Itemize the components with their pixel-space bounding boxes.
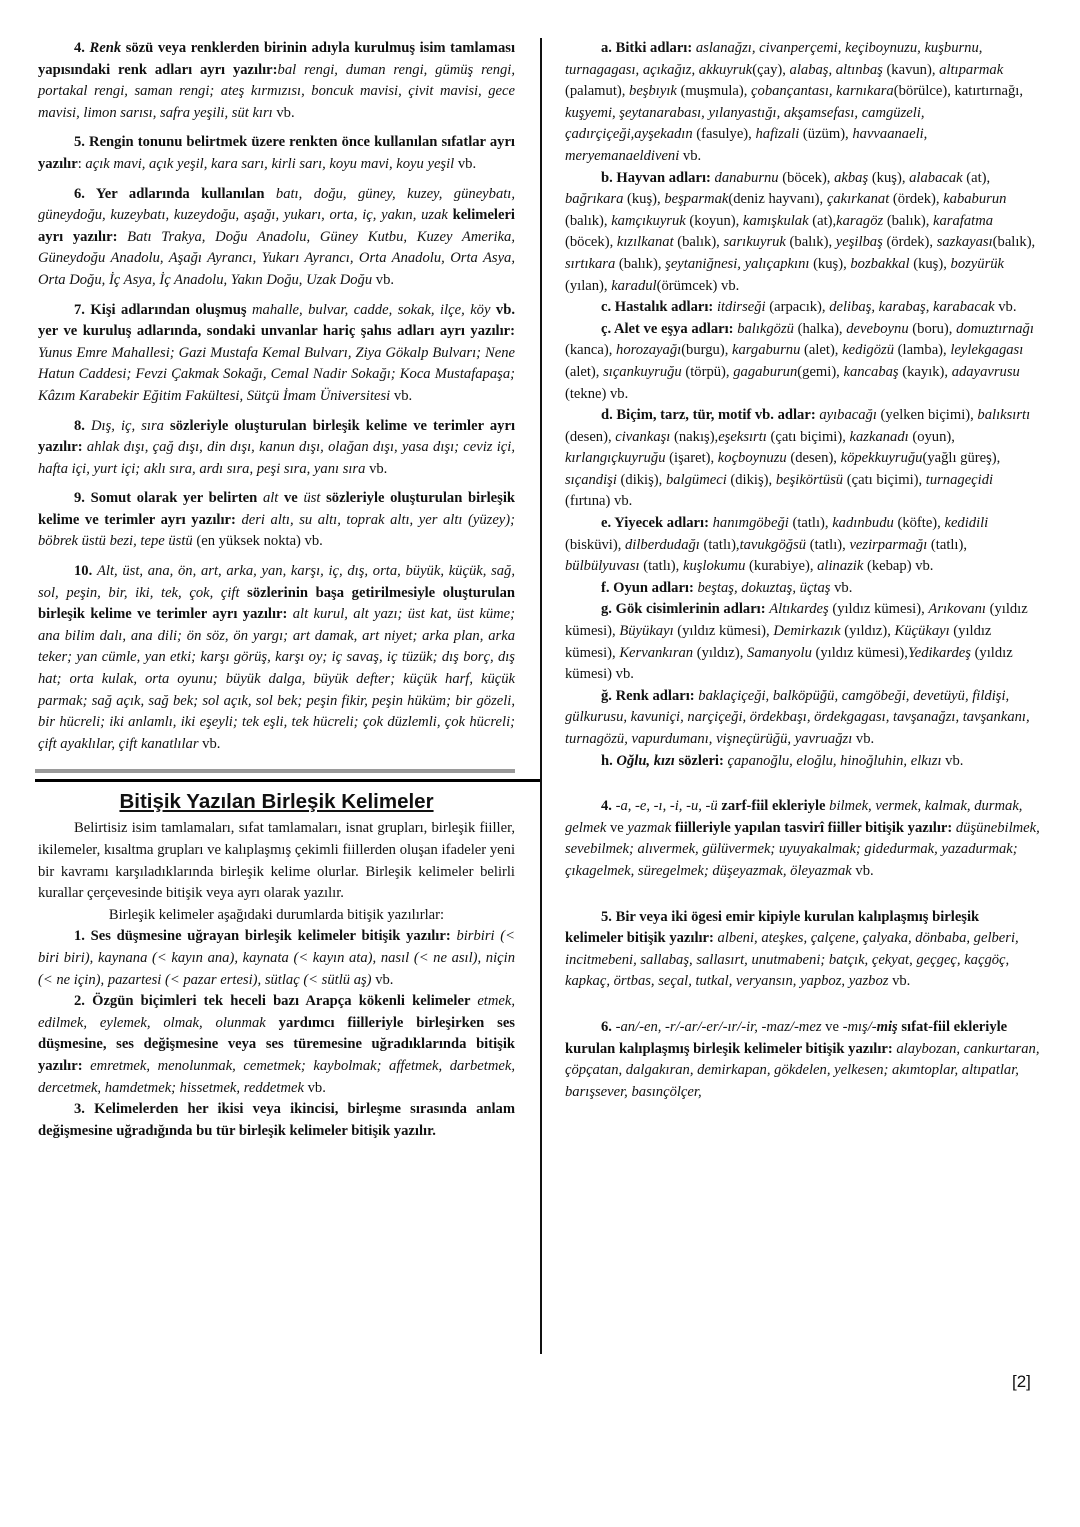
text-run: (tatlı), [639,558,683,575]
spacer [565,772,1040,796]
text-run: kamçıkuyruk [611,212,686,229]
text-run: kancabaş [843,363,899,380]
text-run: (yelken biçimi), [876,407,978,424]
text-run: (yıldız), [693,644,748,661]
text-run: (kuş), [909,255,951,272]
text-run: (bisküvi), [565,536,625,553]
text-run: bozyürük [950,255,1005,272]
text-run: akbaş [834,169,869,186]
text-run: vb. yer ve kuruluş adlarında, sondaki unvanlar hariç şahıs adları ayrı yazılır: [38,301,515,340]
text-run: Samanyolu [747,644,812,661]
list-item [565,599,1040,685]
text-run: (çay), [752,61,790,78]
text-run: vb. [454,155,477,172]
text-run: (kayık), [898,363,952,380]
text-run: 10. [74,563,97,580]
text-run: vb. [390,387,413,404]
text-run: (yıldız), [840,623,895,640]
text-run: vb. [994,299,1017,316]
text-run: deveboynu [846,320,909,337]
text-run: (balık), [673,234,724,251]
paragraph [38,38,515,124]
text-run: -a, -e, -ı, -i, -u, -ü [615,798,718,815]
text-run: (en yüksek nokta) vb. [192,533,323,550]
text-run: danaburnu [714,169,779,186]
paragraph [38,488,515,553]
text-run: tavukgöğsü [739,536,807,553]
rule-paragraph [38,991,515,1099]
text-run: (deniz hayvanı), [728,191,827,208]
text-run: (balık), [615,255,666,272]
text-run: koçboynuzu [717,450,787,467]
text-run: (yıldız kümesi), [673,623,774,640]
text-run: düşünebilmek, sevebilmek; alıvermek, gülüvermek; uyuyakalmak; gidedurmak, yazadurmak; çıkagelmek, süregelmek; düşeyazmak, öleyazmak [565,819,1040,879]
text-run: (yılan), [565,277,612,294]
text-run: deri altı, su altı, toprak altı, yer altı (yüzey); böbrek üstü bezi, tepe üstü [38,511,515,550]
text-run: (börülce), katırtırnağı, [893,83,1023,100]
text-run: 5. Rengin tonunu belirtmek üzere renkten önce kullanılan sıfatlar ayrı yazılır [38,134,515,172]
text-run: hanımgöbeği [712,515,789,532]
text-run: (kuş), [623,191,665,208]
text-run: (dikiş), [616,471,666,488]
text-run: sözlerinin başa getirilmesiyle oluşturulan birleşik kelime ve terimler ayrı yazılır: [38,584,515,623]
text-run: kuşlokumu [682,558,746,575]
text-run: kelimeleri ayrı yazılır: [38,207,515,245]
text-run: 8. [74,417,92,434]
text-run: sıfat-fiil ekleriyle kurulan kalıplaşmış birleşik kelimeler bitişik yazılır: [565,1018,1008,1057]
text-run: (tatlı), [806,536,850,553]
text-run: delibaş, karabaş, karabacak [829,299,995,316]
text-run: (balık), [565,212,612,229]
divider-gray [35,769,515,773]
text-run: ve [821,1018,843,1035]
list-item [565,578,1040,600]
text-run: karagöz [836,212,884,229]
rule-paragraph [38,1099,515,1142]
text-run: 3. Kelimelerden her ikisi veya ikincisi, birleşme sırasında anlam değişmesine uğradığında bu tür birleşik kelimeler bitişik yazılır. [38,1101,515,1139]
text-run: Batı Trakya, Doğu Anadolu, Güney Kutbu, Kuzey Amerika, Güneydoğu Anadolu, Aşağı Ayrancı, Yukarı Ayrancı, Orta Anadolu, Orta Asya, Orta Doğu, İç Asya, İç Anadolu, Yakın Doğu, Uzak Doğu [38,228,515,288]
text-run: kargaburnu [732,342,801,359]
text-run: (çatı biçimi), [843,471,926,488]
text-run: (dikiş), [726,471,776,488]
text-run: vb. [941,752,964,769]
text-run: (fasulye), [692,126,756,143]
list-item [565,751,1040,773]
text-run: sözleriyle oluşturulan birleşik kelime ve terimler ayrı yazılır: [38,490,515,528]
text-run: aslanağzı, civanperçemi, keçiboynuzu, kuşburnu, turnagagası, açıkağız, akkuyruk [565,40,983,78]
text-run: vb. [888,973,911,990]
text-run: alabaş, altınbaş [789,61,883,78]
text-run: c. Hastalık adları: [601,299,717,316]
text-run: etmek, edilmek, eylemek, olmak, olunmak [38,993,515,1031]
rule-paragraph [565,907,1040,993]
text-run: sıçandişi [565,471,617,488]
text-run: vb. [365,460,388,477]
text-run: -mış/- [842,1018,877,1035]
text-run: (alet), [800,342,843,359]
text-run: (böcek), [565,234,617,251]
text-run: vb. [852,731,875,747]
text-run: vb. [679,147,702,164]
text-run: (burgu), [681,342,732,359]
text-run: kedidili [944,515,989,532]
text-run: (törpü), [681,363,734,380]
text-run: karadul [611,277,657,294]
page-number: [2] [1012,1372,1031,1391]
text-run: eşeksırtı [718,428,767,445]
text-run: h. [601,752,617,769]
text-run: e. Yiyecek adları: [601,515,713,532]
text-run: ahlak dışı, çağ dışı, din dışı, kanun dışı, olağan dışı, yasa dışı; ceviz içi, hafta içi, yurt içi; aklı sıra, ardı sıra, peşi sıra, yanı sıra [38,439,515,477]
text-run: Yedikardeş [907,644,971,661]
text-run: (nakış), [670,428,719,445]
text-run: b. Hayvan adları: [601,169,715,186]
text-run: (gemi), [797,363,844,380]
text-run: karafatma [933,212,994,229]
text-run: Renk [89,40,122,56]
text-run: ayıbacağı [819,407,877,424]
text-run: (tatlı), [699,536,740,553]
text-run: alt kurul, alt yazı; üst kat, üst küme; ana bilim dalı, ana dili; ön söz, ön yargı; art damak, art niyet; arka plan, arka teker; yan cümle, yan etki; karşı görüş, karşı oy; iç savaş, iç tüzük; dış borç, dış hat; orta kulak, orta oyunu; büyük dalga, büyük defter; küçük harf, küçük parmak; sağ açık, sağ bek; sol açık, sol bek; peşin fikir, peşin hüküm; bir gözeli, bir hücreli; iki anlamlı, iki eşeyli; tek eşli, tek hücreli; çok düzlemli, çok hücreli; çift ayaklılar, çift kanatlılar [38,606,515,752]
text-run: dilberdudağı [625,536,700,553]
list-item [565,168,1040,298]
text-run: fiilleriyle yapılan tasvirî fiiller bitişik yazılır: [671,819,956,836]
text-run: Demirkazık [773,623,841,640]
text-run: alabacak [909,169,963,186]
text-run: yazmak [627,819,672,836]
text-run: 7. Kişi adlarından oluşmuş [74,301,252,318]
text-run: Dış, iç, sıra [91,417,164,434]
text-run: çobançantası, karnıkara [751,83,894,100]
rule-paragraphs-separate [38,38,515,755]
text-run: sıçankuyruğu [603,363,682,380]
text-run: açık mavi, açık yeşil, kara sarı, kirli sarı, koyu mavi, koyu yeşil [85,155,455,172]
paragraph [38,561,515,755]
text-run: kadınbudu [832,515,894,532]
text-run: (yıldız kümesi), [828,601,929,618]
rule-paragraph [565,1017,1040,1103]
text-run: üst [303,490,321,507]
text-run: (fırtına) vb. [565,493,633,510]
text-run: g. Gök cisimlerinin adları: [601,601,770,618]
paragraph [38,416,515,481]
text-run: 1. Ses düşmesine uğrayan birleşik kelimeler bitişik yazılır: [74,928,457,945]
text-run: 6. Yer adlarında kullanılan [74,185,276,202]
right-column [565,38,1040,1103]
left-column [38,38,515,1142]
text-run: Alt, üst, ana, ön, art, arka, yan, karşı, iç, dış, orta, büyük, küçük, sağ, sol, peşin, bir, iki, tek, çok, çift [38,563,516,601]
text-run: turnageçidi [925,471,994,488]
text-run: (yağlı güreş), [922,450,1001,467]
text-run: bilmek, vermek, kalmak, durmak, gelmek [565,798,1023,836]
text-run: ğ. Renk adları: [601,687,699,704]
text-run: bağrıkara [565,191,624,208]
text-run: (yıldız kümesi), [565,623,992,661]
text-run: (balık), [883,212,934,229]
text-run: (kavun), [882,61,940,78]
text-run: (halka), [793,320,847,337]
rule-paragraph [565,796,1040,882]
text-run: alt [262,490,279,507]
text-run: baklaçiçeği, balköpüğü, camgöbeği, devetüyü, fildişi, gülkurusu, kavuniçi, narçiçeği, ördekbaşı, ördekgagası, tavşanağzı, tavşankanı, turnagözü, vapurdumanı, vişneçürüğü, yavruağzı [565,687,1030,747]
text-run: vb. [372,271,395,288]
text-run: sözleri: [674,752,728,769]
text-run: ve [606,819,628,836]
list-item [565,513,1040,578]
text-run: Yunus Emre Mahallesi; Gazi Mustafa Kemal Bulvarı, Ziya Gökalp Bulvarı; Nene Hatun Caddesi; Fevzi Çakmak Sokağı, Cemal Nadir Sokağı; Koca Mustafapaşa; Kâzım Karabekir Eğitim Fakültesi, Sütçü İmam Üniversitesi [38,344,515,404]
text-run: (balık), [785,234,836,251]
text-run: emretmek, menolunmak, cemetmek; kaybolmak; affetmek, darbetmek, dercetmek, hamdetmek; hissetmek, reddetmek [38,1057,515,1096]
text-run: 6. [601,1018,616,1035]
text-run: altıparmak [939,61,1004,78]
text-run: balıkgözü [737,320,794,337]
text-run: (oyun), [908,428,955,445]
text-run: (lamba), [894,342,951,359]
text-run: beşbıyık [629,83,677,100]
divider-black [35,779,540,782]
list-item [565,38,1040,168]
text-run: (alet), [565,363,604,380]
section-title: Bitişik Yazılan Birleşik Kelimeler [119,790,434,814]
text-run: (desen), [786,450,841,467]
text-run: sözü veya renklerden birinin adıyla kurulmuş isim tamlaması yapısındaki renk adları ayrı yazılır: [38,40,515,78]
text-run: d. Biçim, tarz, tür, motif vb. adlar: [601,407,820,424]
text-run: 4. [601,798,616,815]
text-run: beştaş, dokuztaş, üçtaş [697,579,831,596]
list-item [565,319,1040,405]
text-run: (böcek), [778,169,835,186]
text-run: (tatlı), [927,536,967,553]
text-run: (köfte), [893,515,945,532]
text-run: Büyükayı [619,623,674,640]
text-run: ve [278,490,304,507]
text-run: f. Oyun adları: [601,579,698,596]
paragraph [38,132,515,175]
text-run: kababurun [943,191,1007,208]
text-run: yeşilbaş [835,234,883,251]
text-run: kazkanadı [849,428,909,445]
text-run: (balık), [992,234,1036,251]
text-run: kızılkanat [616,234,674,251]
column-divider [540,38,542,1354]
text-run: (kurabiye), [745,558,818,575]
text-run: (desen), [565,428,616,445]
text-run: (ördek), [882,234,937,251]
text-run: köpekkuyruğu [840,450,923,467]
text-run: (kuş), [809,255,851,272]
text-run: albeni, ateşkes, çalçene, çalyaka, dönbaba, gelberi, incitmebeni, sallabaş, sallasırt, unutmabeni; batçık, çekyat, geçgeç, kaçgöç, kapkaç, örtbas, seçal, tutkal, veryansın, yapboz, yazboz [565,930,1019,990]
text-run: alaybozan, cankurtaran, çöpçatan, dalgakıran, demirkapan, gökdelen, yelkesen; akımtoplar, altıpatlar, barışsever, basınçölçer, [565,1040,1040,1100]
text-run: sözleriyle oluşturulan birleşik kelime ve terimler ayrı yazılır: [38,417,515,456]
text-run: (at), [808,212,837,229]
text-run: 4. [74,40,90,56]
text-run: (işaret), [665,450,718,467]
text-run: vb. [272,104,295,121]
text-run: (örümcek) vb. [656,277,740,294]
text-run: miş [876,1018,898,1035]
text-run: horozayağı [616,342,682,359]
text-run: mahalle, bulvar, cadde, sokak, ilçe, köy [252,301,491,318]
text-run: kedigözü [842,342,894,359]
text-run: zarf-fiil ekleriyle [717,798,830,815]
text-run: (kebap) vb. [863,558,934,575]
text-run: bülbülyuvası [565,558,640,575]
text-run: domuztırnağı [956,320,1034,337]
text-run: çakırkanat [826,191,890,208]
intro-paragraph: Belirtisiz isim tamlamaları, sıfat tamlamaları, isnat grupları, birleşik fiiller, ikilemeler, kısaltma grupları ve kalıplaşmış çekimli fiillerden oluşan ifadeler yeni bir kavramı karşıladıklarında birleşik kelime olurlar. Birleşik kelimeler belirli kurallar çerçevesinde bitişik veya ayrı olarak yazılır. [38,820,515,902]
text-run: (tatlı), [788,515,833,532]
text-run: bal rengi, duman rengi, gümüş rengi, portakal rengi, saman rengi; ateş kırmızısı, boncuk mavisi, çivit mavisi, gece mavisi, limon sarısı, safra yeşili, süt kırı [38,61,515,121]
text-run: (çatı biçimi), [766,428,850,445]
list-item [565,686,1040,751]
text-run: vb. [851,862,874,879]
intro-line: Birleşik kelimeler aşağıdaki durumlarda bitişik yazılırlar: [108,906,445,923]
text-run: balgümeci [665,471,727,488]
text-run: vb. [303,1079,326,1096]
text-run: (kanca), [565,342,617,359]
list-item [565,405,1040,513]
list-item [565,297,1040,319]
text-run: 5. Bir veya iki ögesi emir kipiyle kurulan kalıplaşmış birleşik kelimeler bitişik yazılır: [565,908,980,947]
text-run: ç. Alet ve eşya adları: [601,320,738,337]
text-run: çapanoğlu, eloğlu, hinoğluhin, elkızı [727,752,942,769]
text-run: civankaşı [615,428,671,445]
text-run: (koyun), [685,212,743,229]
text-run: kamışkulak [742,212,809,229]
text-run: gagaburun [733,363,798,380]
text-run: beşikörtüsü [775,471,844,488]
rule-paragraph [38,926,515,991]
text-run: (tekne) vb. [565,385,629,402]
text-run: sazkayası [936,234,993,251]
spacer [565,993,1040,1017]
text-run: havvaanaeli, meryemanaeldiveni [565,126,928,164]
text-run: batı, doğu, güney, kuzey, güneybatı, güneydoğu, kuzeybatı, kuzeydoğu, aşağı, yukarı, orta, iç, yakın, uzak [38,185,516,224]
text-run: (ördek), [889,191,944,208]
text-run: vezirparmağı [849,536,928,553]
spacer [565,883,1040,907]
text-run: hafizali [755,126,800,143]
text-run: Arıkovanı [928,601,986,618]
text-run: Oğlu, kızı [616,752,675,769]
text-run: itdirseği [716,299,766,316]
text-run: : [77,155,86,172]
text-run: (muşmula), [676,83,752,100]
text-run: 9. Somut olarak yer belirten [74,490,263,507]
text-run: birbiri (< biri biri), kaynana (< kayın ana), kaynata (< kayın ata), nasıl (< ne asıl), niçin (< ne için), pazartesi (< pazar ertesi), sütlaç (< sütlü aş) [38,928,515,988]
text-run: Altıkardeş [769,601,829,618]
text-run: 2. Özgün biçimleri tek heceli bazı Arapça kökenli kelimeler [74,993,478,1010]
text-run: (yıldız kümesi) vb. [565,644,1013,683]
text-run: (yıldız kümesi), [565,601,1028,640]
text-run: alinazik [817,558,864,575]
text-run: (boru), [908,320,957,337]
text-run: leylekgagası [950,342,1024,359]
text-run: (at), [962,169,991,186]
text-run: şeytaniğnesi, yalıçapkını [665,255,810,272]
text-run: adayavrusu [951,363,1020,380]
paragraph [38,184,515,292]
text-run: sırtıkara [565,255,616,272]
text-run: (yıldız kümesi), [811,644,908,661]
text-run: (arpacık), [765,299,830,316]
text-run: Küçükayı [894,623,950,640]
text-run: a. Bitki adları: [601,40,696,56]
text-run: vb. [198,735,221,752]
text-run: (üzüm), [799,126,853,143]
text-run: (palamut), [565,83,630,100]
text-run: vb. [830,579,853,596]
text-run: yardımcı fiilleriyle birleşirken ses düşmesine, ses değişmesine veya ses türemesine uğradıklarında bitişik yazılır: [38,1014,515,1074]
text-run: vb. [371,971,394,988]
text-run: Kervankıran [619,644,694,661]
paragraph [38,300,515,408]
text-run: (kuş), [868,169,910,186]
text-run: balıksırtı [977,407,1031,424]
text-run: sarıkuyruk [723,234,786,251]
text-run: bozbakkal [850,255,910,272]
text-run: kuşyemi, şeytanarabası, yılanyastığı, akşamsefası, camgüzeli, çadırçiçeği,ayşekadın [565,104,925,143]
text-run: kırlangıçkuyruğu [565,450,666,467]
text-run: beşparmak [664,191,729,208]
text-run: -an/-en, -r/-ar/-er/-ır/-ir, -maz/-mez [615,1018,822,1035]
